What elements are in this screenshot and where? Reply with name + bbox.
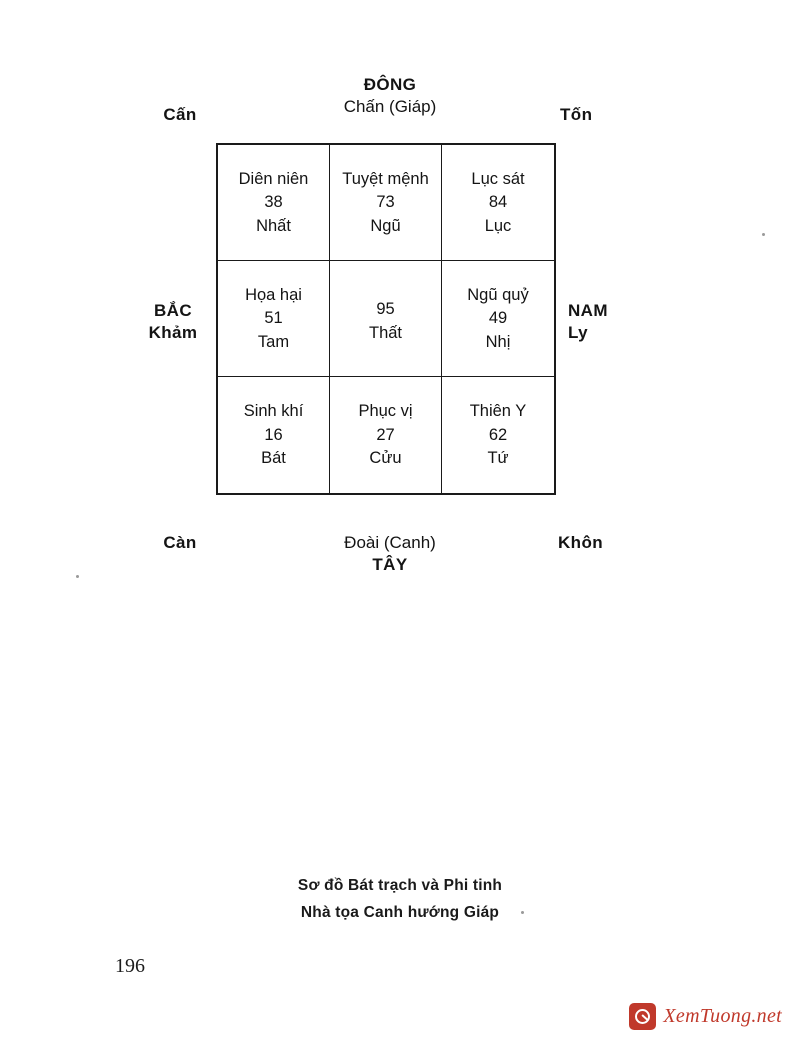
caption-line-1: Sơ đồ Bát trạch và Phi tinh <box>297 877 503 894</box>
cell-star: Cửu <box>369 449 402 468</box>
cell-star: Ngũ <box>370 216 401 235</box>
cell-name: Tuyệt mệnh <box>342 169 429 188</box>
cell-name: Diên niên <box>238 169 309 188</box>
cell-star: Nhị <box>485 332 511 351</box>
cell-star: Thất <box>368 323 403 342</box>
grid-cell <box>218 145 330 261</box>
grid-cell <box>330 145 442 261</box>
bagua-grid <box>216 143 556 495</box>
cell-name: Thiên Y <box>469 402 527 421</box>
grid-cell <box>218 261 330 377</box>
direction-west-secondary: Đoài (Canh) <box>344 533 436 552</box>
direction-north-primary: BẮC <box>153 301 193 320</box>
direction-east-primary: ĐÔNG <box>363 75 417 94</box>
direction-label-khon <box>558 532 648 554</box>
cell-name: Ngũ quỷ <box>467 285 529 304</box>
direction-north-secondary: Khảm <box>148 323 198 343</box>
cell-number: 27 <box>376 425 395 444</box>
scan-speck <box>762 233 765 236</box>
watermark-logo-icon <box>629 1003 656 1030</box>
direction-south-secondary: Ly <box>568 323 589 343</box>
cell-name: Họa hại <box>245 285 302 304</box>
cell-name: Lục sát <box>471 169 525 188</box>
grid-cell <box>442 145 554 261</box>
direction-east-secondary: Chấn (Giáp) <box>343 97 437 117</box>
cell-number: 84 <box>488 193 508 212</box>
cell-number: 38 <box>264 193 283 212</box>
direction-ton-text: Tốn <box>560 105 593 124</box>
direction-label-ton <box>560 104 640 126</box>
direction-label-east <box>250 74 530 119</box>
direction-label-can <box>140 104 220 126</box>
direction-label-south <box>568 300 663 345</box>
cell-number: 95 <box>376 300 395 319</box>
grid-cell <box>442 377 554 493</box>
page-number: 196 <box>115 955 145 977</box>
scan-speck <box>521 911 524 914</box>
grid-cell <box>442 261 554 377</box>
caption-line-2: Nhà tọa Canh hướng Giáp <box>300 904 500 922</box>
scan-speck <box>76 575 79 578</box>
cell-star: Lục <box>484 216 512 235</box>
cell-number: 62 <box>488 425 508 444</box>
cell-star: Tam <box>257 332 290 351</box>
grid-cell-center <box>330 261 442 377</box>
cell-name: Sinh khí <box>243 402 304 421</box>
cell-star: Nhất <box>256 216 291 235</box>
watermark <box>629 1003 782 1030</box>
direction-khon-text: Khôn <box>558 533 604 552</box>
cell-star: Bát <box>261 449 286 468</box>
direction-west-primary: TÂY <box>372 555 408 575</box>
grid-cell <box>330 377 442 493</box>
cell-star: Tứ <box>487 449 509 468</box>
cell-number: 49 <box>488 309 508 328</box>
figure-caption <box>150 872 650 926</box>
cell-name: Phục vị <box>358 402 413 421</box>
watermark-text: XemTuong.net <box>663 1005 782 1027</box>
direction-can-text: Cấn <box>163 105 197 124</box>
direction-south-primary: NAM <box>568 301 608 320</box>
cell-number: 51 <box>264 309 283 328</box>
cell-number: 16 <box>264 425 283 444</box>
cell-number: 73 <box>376 193 395 212</box>
direction-can-qian-text: Càn <box>163 533 197 552</box>
direction-label-west <box>250 532 530 577</box>
direction-label-can-qian <box>140 532 220 554</box>
grid-cell <box>218 377 330 493</box>
direction-label-north <box>128 300 218 345</box>
